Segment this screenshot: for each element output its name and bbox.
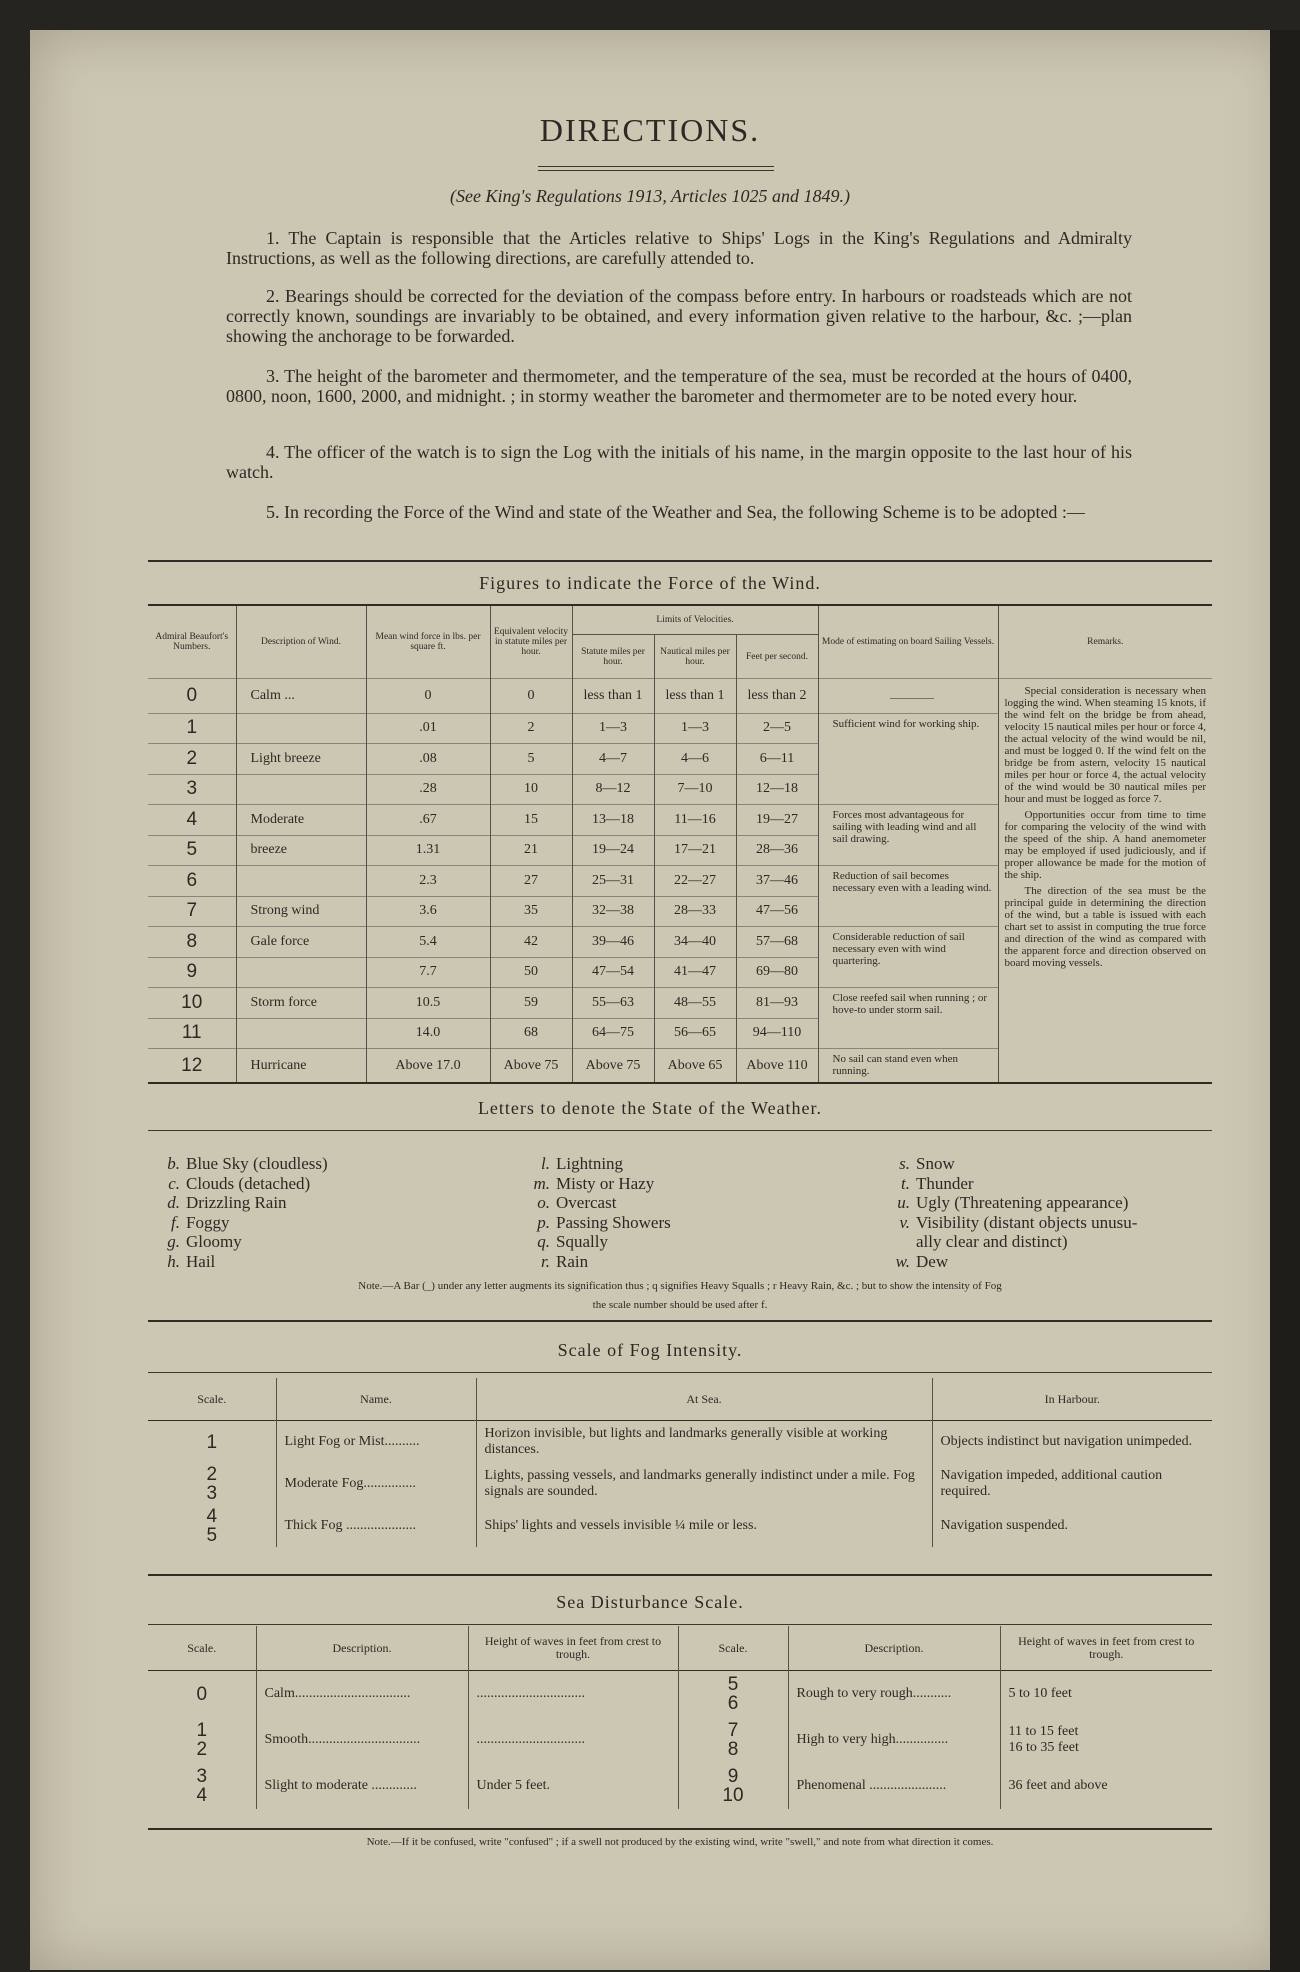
- statute-mph: 55—63: [572, 988, 654, 1019]
- sea-scale: 7 8: [678, 1717, 788, 1763]
- beaufort-number: 3: [148, 774, 236, 805]
- sea-scale: 5 6: [678, 1671, 788, 1718]
- weather-letter: v.: [899, 1212, 910, 1232]
- equivalent-velocity: 0: [490, 679, 572, 714]
- wave-height: 11 to 15 feet 16 to 35 feet: [1000, 1717, 1212, 1763]
- sea-scale: 1 2: [148, 1717, 256, 1763]
- remark-paragraph: The direction of the sea must be the principal guide in determining the direction of the wind, but a table is issued with each chart set to assist in computing the true force and direction of the wind as compared with the apparent force and direction observed on board moving vessels.: [1004, 885, 1206, 969]
- paragraph-4: 4. The officer of the watch is to sign the Log with the initials of his name, in the margin opposite to the last hour of his watch.: [226, 442, 1132, 482]
- sea-header-scale: Scale.: [148, 1626, 256, 1671]
- wave-height: 36 feet and above: [1000, 1763, 1212, 1809]
- mean-force: 1.31: [366, 835, 490, 866]
- weather-letter-item: [880, 1154, 1137, 1174]
- equivalent-velocity: 59: [490, 988, 572, 1019]
- weather-meaning: Dew: [916, 1251, 949, 1271]
- sailing-mode: Forces most advantageous for sailing with leading wind and all sail drawing.: [818, 805, 998, 866]
- weather-meaning: Overcast: [556, 1193, 617, 1212]
- equivalent-velocity: 5: [490, 744, 572, 775]
- feet-per-second: 81—93: [736, 988, 818, 1019]
- nautical-mph: less than 1: [654, 679, 736, 714]
- header-mode: Mode of estimating on board Sailing Vessels.: [818, 606, 998, 679]
- header-feet: Feet per second.: [736, 635, 818, 679]
- fog-name: Thick Fog ....................: [276, 1505, 476, 1547]
- wave-height: 5 to 10 feet: [1000, 1671, 1212, 1718]
- wind-description: [236, 866, 366, 897]
- divider: [148, 1624, 1212, 1625]
- nautical-mph: 1—3: [654, 713, 736, 744]
- weather-letter-item: [150, 1193, 328, 1213]
- weather-letter-item: [150, 1232, 328, 1252]
- feet-per-second: 37—46: [736, 866, 818, 897]
- weather-letter-item: [150, 1174, 328, 1194]
- statute-mph: 25—31: [572, 866, 654, 897]
- mean-force: 10.5: [366, 988, 490, 1019]
- weather-meaning: Thunder: [916, 1173, 974, 1193]
- wind-description: [236, 957, 366, 988]
- beaufort-number: 1: [148, 713, 236, 744]
- feet-per-second: 2—5: [736, 713, 818, 744]
- weather-meaning: Hail: [186, 1251, 216, 1271]
- sea-scale: 9 10: [678, 1763, 788, 1809]
- statute-mph: 4—7: [572, 744, 654, 775]
- mean-force: .67: [366, 805, 490, 836]
- weather-meaning: ally clear and distinct): [916, 1232, 1068, 1251]
- sea-scale: 0: [148, 1671, 256, 1718]
- weather-letter-item: [880, 1193, 1137, 1213]
- statute-mph: Above 75: [572, 1049, 654, 1083]
- weather-letter: m.: [533, 1173, 550, 1193]
- fog-in-harbour: Objects indistinct but navigation unimpeded.: [932, 1421, 1212, 1464]
- wind-description: Hurricane: [236, 1049, 366, 1083]
- fog-header-name: Name.: [276, 1378, 476, 1421]
- paragraph-3: 3. The height of the barometer and thermometer, and the temperature of the sea, must be recorded at the hours of 0400, 0800, noon, 1600, 2000, and midnight. ; in stormy weather the barometer and thermometer are to be noted every hour.: [226, 366, 1132, 406]
- sailing-mode: Sufficient wind for working ship.: [818, 713, 998, 805]
- statute-mph: 1—3: [572, 713, 654, 744]
- statute-mph: 39—46: [572, 927, 654, 958]
- weather-meaning: Snow: [916, 1154, 955, 1173]
- weather-letter-item: [520, 1154, 671, 1174]
- weather-meaning: Visibility (distant objects unusu-: [916, 1212, 1138, 1232]
- header-nautical: Nautical miles per hour.: [654, 635, 736, 679]
- equivalent-velocity: 42: [490, 927, 572, 958]
- fog-name: Light Fog or Mist..........: [276, 1421, 476, 1464]
- sailing-mode: No sail can stand even when running.: [818, 1049, 998, 1083]
- weather-letter-item: [150, 1213, 328, 1233]
- nautical-mph: 22—27: [654, 866, 736, 897]
- equivalent-velocity: Above 75: [490, 1049, 572, 1083]
- nautical-mph: 7—10: [654, 774, 736, 805]
- title-underline: [538, 166, 774, 171]
- wind-description: Calm ...: [236, 679, 366, 714]
- equivalent-velocity: 15: [490, 805, 572, 836]
- fog-at-sea: Ships' lights and vessels invisible ¼ mile or less.: [476, 1505, 932, 1547]
- nautical-mph: 28—33: [654, 896, 736, 927]
- sea-scale: 3 4: [148, 1763, 256, 1809]
- mean-force: .01: [366, 713, 490, 744]
- weather-column-3: [880, 1154, 1137, 1271]
- sea-row: [148, 1671, 1212, 1718]
- wind-remarks: [998, 679, 1212, 1083]
- weather-letter-item: [520, 1193, 671, 1213]
- mean-force: .08: [366, 744, 490, 775]
- header-mean-force: Mean wind force in lbs. per square ft.: [366, 606, 490, 679]
- paragraph-5: 5. In recording the Force of the Wind and state of the Weather and Sea, the following Scheme is to be adopted :—: [266, 502, 1085, 522]
- statute-mph: 32—38: [572, 896, 654, 927]
- equivalent-velocity: 2: [490, 713, 572, 744]
- sea-header-height-2: Height of waves in feet from crest to trough.: [1000, 1626, 1212, 1671]
- wind-description: [236, 774, 366, 805]
- weather-letter: c.: [168, 1173, 180, 1193]
- divider: [148, 1130, 1212, 1131]
- nautical-mph: 41—47: [654, 957, 736, 988]
- weather-letter: g.: [167, 1232, 180, 1251]
- paragraph-2: 2. Bearings should be corrected for the deviation of the compass before entry. In harbours or roadsteads which are not correctly known, soundings are invariably to be obtained, and every information given relative to the harbour, &c. ;—plan showing the anchorage to be forwarded.: [226, 286, 1132, 346]
- sailing-mode: ————: [818, 679, 998, 714]
- mean-force: 0: [366, 679, 490, 714]
- fog-at-sea: Horizon invisible, but lights and landmarks generally visible at working distances.: [476, 1421, 932, 1464]
- weather-meaning: Drizzling Rain: [186, 1193, 287, 1212]
- weather-letter: q.: [537, 1232, 550, 1251]
- sea-header-scale-2: Scale.: [678, 1626, 788, 1671]
- mean-force: 3.6: [366, 896, 490, 927]
- weather-meaning: Squally: [556, 1232, 608, 1251]
- wind-description: Gale force: [236, 927, 366, 958]
- divider: [148, 560, 1212, 562]
- statute-mph: 8—12: [572, 774, 654, 805]
- nautical-mph: 11—16: [654, 805, 736, 836]
- weather-letter: u.: [897, 1193, 910, 1212]
- sailing-mode: Close reefed sail when running ; or hove-to under storm sail.: [818, 988, 998, 1049]
- nautical-mph: 48—55: [654, 988, 736, 1019]
- header-equivalent: Equivalent velocity in statute miles per hour.: [490, 606, 572, 679]
- weather-letter: h.: [167, 1251, 180, 1271]
- equivalent-velocity: 27: [490, 866, 572, 897]
- nautical-mph: 17—21: [654, 835, 736, 866]
- fog-table-title: Scale of Fog Intensity.: [557, 1340, 743, 1360]
- weather-column-1: [150, 1154, 328, 1271]
- wind-description: Moderate: [236, 805, 366, 836]
- fog-scale: 4 5: [148, 1505, 276, 1547]
- remark-paragraph: Special consideration is necessary when logging the wind. When steaming 15 knots, if the wind felt on the bridge be from ahead, velocity 15 nautical miles per hour or force 4, the actual velocity of the wind would be nil, and must be logged 0. If the wind felt on the bridge be from astern, velocity 15 nautical miles per hour or force 4, the actual velocity of the wind would be 30 nautical miles per hour and must be logged as force 7.: [1004, 685, 1206, 805]
- weather-letter: t.: [901, 1173, 910, 1193]
- weather-meaning: Lightning: [556, 1154, 624, 1173]
- equivalent-velocity: 10: [490, 774, 572, 805]
- weather-letter: b.: [167, 1154, 180, 1173]
- mean-force: 5.4: [366, 927, 490, 958]
- nautical-mph: 4—6: [654, 744, 736, 775]
- page-title: DIRECTIONS.: [539, 112, 761, 148]
- header-remarks: Remarks.: [998, 606, 1212, 679]
- weather-letter-item: [150, 1252, 328, 1272]
- weather-letter-item: [880, 1174, 1137, 1194]
- fog-name: Moderate Fog...............: [276, 1463, 476, 1505]
- feet-per-second: less than 2: [736, 679, 818, 714]
- mean-force: .28: [366, 774, 490, 805]
- weather-letter-item: [150, 1154, 328, 1174]
- weather-letter: d.: [167, 1193, 180, 1212]
- page-subtitle: (See King's Regulations 1913, Articles 1025 and 1849.): [450, 186, 850, 206]
- weather-note-continued: the scale number should be used after f.: [592, 1299, 768, 1311]
- feet-per-second: 69—80: [736, 957, 818, 988]
- fog-header-sea: At Sea.: [476, 1378, 932, 1421]
- feet-per-second: 28—36: [736, 835, 818, 866]
- nautical-mph: 34—40: [654, 927, 736, 958]
- fog-row: [148, 1505, 1212, 1547]
- weather-letter: r.: [541, 1251, 550, 1271]
- weather-meaning: Foggy: [186, 1212, 230, 1232]
- weather-note: Note.—A Bar (_) under any letter augments its signification thus ; q signifies Heavy Squalls ; r Heavy Rain, &c. ; but to show the intensity of Fog: [358, 1280, 1002, 1292]
- sea-description: High to very high...............: [788, 1717, 1000, 1763]
- page-edge: [1270, 30, 1300, 1972]
- sea-description: Rough to very rough...........: [788, 1671, 1000, 1718]
- equivalent-velocity: 68: [490, 1018, 572, 1049]
- statute-mph: 47—54: [572, 957, 654, 988]
- wave-height: ...............................: [468, 1717, 678, 1763]
- wind-table-title: Figures to indicate the Force of the Wind.: [479, 573, 821, 593]
- weather-title: Letters to denote the State of the Weather.: [477, 1098, 823, 1118]
- weather-letter-item: [520, 1232, 671, 1252]
- weather-letter: o.: [537, 1193, 550, 1212]
- fog-header-harbour: In Harbour.: [932, 1378, 1212, 1421]
- beaufort-number: 11: [148, 1018, 236, 1049]
- beaufort-number: 9: [148, 957, 236, 988]
- weather-letter: l.: [541, 1154, 550, 1173]
- wave-height: Under 5 feet.: [468, 1763, 678, 1809]
- beaufort-number: 5: [148, 835, 236, 866]
- beaufort-number: 7: [148, 896, 236, 927]
- wind-description: Strong wind: [236, 896, 366, 927]
- weather-letter-item: [520, 1213, 671, 1233]
- nautical-mph: Above 65: [654, 1049, 736, 1083]
- weather-meaning: Gloomy: [186, 1232, 242, 1251]
- weather-meaning: Ugly (Threatening appearance): [916, 1193, 1129, 1212]
- beaufort-number: 2: [148, 744, 236, 775]
- feet-per-second: 12—18: [736, 774, 818, 805]
- wind-description: Storm force: [236, 988, 366, 1019]
- feet-per-second: 57—68: [736, 927, 818, 958]
- fog-in-harbour: Navigation suspended.: [932, 1505, 1212, 1547]
- statute-mph: less than 1: [572, 679, 654, 714]
- sea-description: Calm.................................: [256, 1671, 468, 1718]
- sea-header-description-2: Description.: [788, 1626, 1000, 1671]
- divider: [148, 1082, 1212, 1084]
- weather-meaning: Blue Sky (cloudless): [186, 1154, 328, 1173]
- equivalent-velocity: 21: [490, 835, 572, 866]
- paragraph-1: 1. The Captain is responsible that the Articles relative to Ships' Logs in the King's Regulations and Admiralty Instructions, as well as the following directions, are carefully attended to.: [226, 228, 1132, 268]
- sea-table-title: Sea Disturbance Scale.: [556, 1592, 744, 1612]
- wind-force-table: [148, 606, 1212, 1083]
- beaufort-number: 12: [148, 1049, 236, 1083]
- equivalent-velocity: 35: [490, 896, 572, 927]
- feet-per-second: 6—11: [736, 744, 818, 775]
- sea-description: Smooth................................: [256, 1717, 468, 1763]
- beaufort-number: 0: [148, 679, 236, 714]
- beaufort-number: 8: [148, 927, 236, 958]
- fog-in-harbour: Navigation impeded, additional caution required.: [932, 1463, 1212, 1505]
- divider: [148, 1574, 1212, 1576]
- sea-note: Note.—If it be confused, write "confused" ; if a swell not produced by the existing wind, write "swell," and note from what direction it comes.: [366, 1836, 994, 1848]
- weather-column-2: [520, 1154, 671, 1271]
- fog-scale: 1: [148, 1421, 276, 1464]
- fog-row: [148, 1463, 1212, 1505]
- weather-letter: w.: [895, 1251, 910, 1271]
- weather-letter-item: [880, 1252, 1137, 1272]
- fog-intensity-table: [148, 1378, 1212, 1547]
- wind-description: [236, 713, 366, 744]
- weather-meaning: Misty or Hazy: [556, 1173, 655, 1193]
- sea-header-height: Height of waves in feet from crest to trough.: [468, 1626, 678, 1671]
- beaufort-number: 10: [148, 988, 236, 1019]
- weather-letter-item: [880, 1232, 1137, 1252]
- sea-description: Phenomenal ......................: [788, 1763, 1000, 1809]
- statute-mph: 19—24: [572, 835, 654, 866]
- weather-letter: s.: [899, 1154, 910, 1173]
- wind-description: Light breeze: [236, 744, 366, 775]
- fog-header-scale: Scale.: [148, 1378, 276, 1421]
- nautical-mph: 56—65: [654, 1018, 736, 1049]
- sailing-mode: Considerable reduction of sail necessary even with wind quartering.: [818, 927, 998, 988]
- sea-header-description: Description.: [256, 1626, 468, 1671]
- statute-mph: 64—75: [572, 1018, 654, 1049]
- mean-force: Above 17.0: [366, 1049, 490, 1083]
- sailing-mode: Reduction of sail becomes necessary even with a leading wind.: [818, 866, 998, 927]
- weather-letter: p.: [537, 1212, 550, 1232]
- weather-letter-item: [520, 1252, 671, 1272]
- wave-height: ...............................: [468, 1671, 678, 1718]
- weather-letter: f.: [171, 1212, 180, 1232]
- fog-row: [148, 1421, 1212, 1464]
- beaufort-number: 6: [148, 866, 236, 897]
- wind-row: [148, 679, 1212, 714]
- beaufort-number: 4: [148, 805, 236, 836]
- sea-description: Slight to moderate .............: [256, 1763, 468, 1809]
- feet-per-second: 94—110: [736, 1018, 818, 1049]
- equivalent-velocity: 50: [490, 957, 572, 988]
- wind-description: breeze: [236, 835, 366, 866]
- divider: [148, 1828, 1212, 1830]
- sea-disturbance-table: [148, 1626, 1212, 1809]
- weather-letter-item: [880, 1213, 1137, 1233]
- header-statute: Statute miles per hour.: [572, 635, 654, 679]
- wind-description: [236, 1018, 366, 1049]
- weather-meaning: Passing Showers: [556, 1212, 671, 1232]
- feet-per-second: 19—27: [736, 805, 818, 836]
- header-limits: Limits of Velocities.: [572, 606, 818, 635]
- mean-force: 7.7: [366, 957, 490, 988]
- fog-at-sea: Lights, passing vessels, and landmarks generally indistinct under a mile. Fog signals are sounded.: [476, 1463, 932, 1505]
- mean-force: 14.0: [366, 1018, 490, 1049]
- sea-row: [148, 1717, 1212, 1763]
- divider: [148, 1372, 1212, 1373]
- weather-letter-item: [520, 1174, 671, 1194]
- header-description: Description of Wind.: [236, 606, 366, 679]
- weather-meaning: Rain: [556, 1251, 589, 1271]
- remark-paragraph: Opportunities occur from time to time for comparing the velocity of the wind with the speed of the ship. A hand anemometer may be employed if used judiciously, and if proper allowance be made for the motion of the ship.: [1004, 809, 1206, 881]
- fog-scale: 2 3: [148, 1463, 276, 1505]
- divider: [148, 1320, 1212, 1322]
- header-beaufort: Admiral Beaufort's Numbers.: [148, 606, 236, 679]
- weather-meaning: Clouds (detached): [186, 1173, 311, 1193]
- feet-per-second: 47—56: [736, 896, 818, 927]
- feet-per-second: Above 110: [736, 1049, 818, 1083]
- statute-mph: 13—18: [572, 805, 654, 836]
- mean-force: 2.3: [366, 866, 490, 897]
- sea-row: [148, 1763, 1212, 1809]
